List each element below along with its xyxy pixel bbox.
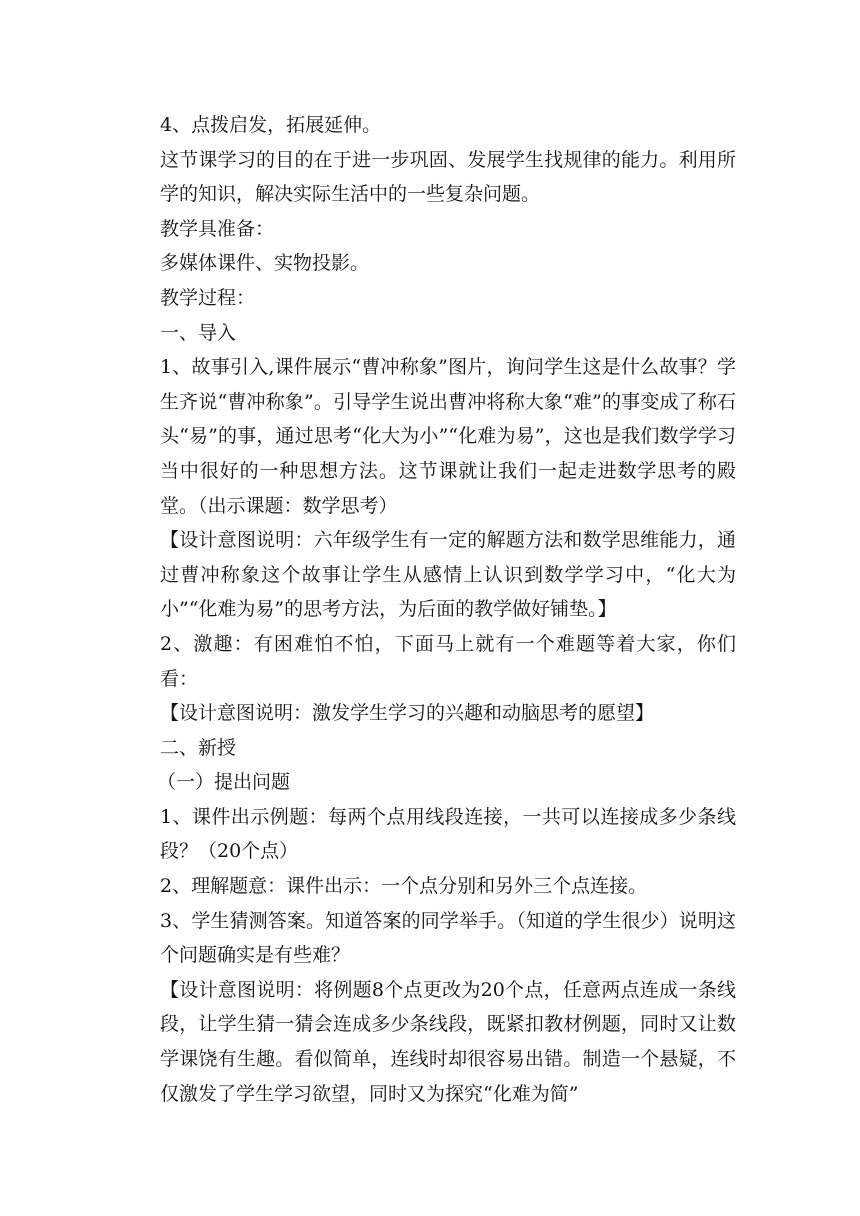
paragraph-purpose: 这节课学习的目的在于进一步巩固、发展学生找规律的能力。利用所学的知识，解决实际生活中的一些复杂问题。 xyxy=(160,148,736,206)
paragraph-design-note-2: 【设计意图说明：激发学生学习的兴趣和动脑思考的愿望】 xyxy=(160,702,655,725)
paragraph-story: 1、故事引入,课件展示“曹冲称象”图片，询问学生这是什么故事？学生齐说“曹冲称象”。引导学生说出曹冲将称大象“难”的事变成了称石头“易”的事，通过思考“化大为小”“化难为易”，这也是我们数学学习当中很好的一种思想方法。这节课就让我们一起走进数学思考的殿堂。（出示课题：数学思考） xyxy=(160,356,736,517)
section-heading-new: 二、新授 xyxy=(160,736,237,759)
section-heading-intro: 一、导入 xyxy=(160,321,237,344)
paragraph-motivation: 2、激趣：有困难怕不怕，下面马上就有一个难题等着大家，你们看： xyxy=(160,632,736,690)
paragraph-materials-heading: 教学具准备： xyxy=(160,217,275,240)
document-body xyxy=(157,108,736,1111)
paragraph-design-note-3: 【设计意图说明：将例题8个点更改为20个点，任意两点连成一条线段，让学生猜一猜会连成多少条线段，既紧扣教材例题，同时又让数学课饶有生趣。看似简单，连线时却很容易出错。制造一个悬疑，不仅激发了学生学习欲望，同时又为探究“化难为简” xyxy=(160,978,736,1105)
subsection-heading-question: （一）提出问题 xyxy=(157,771,291,794)
paragraph-guess: 3、学生猜测答案。知道答案的同学举手。（知道的学生很少）说明这个问题确实是有些难？ xyxy=(160,909,736,967)
paragraph-process-heading: 教学过程： xyxy=(160,286,256,309)
paragraph-design-note-1: 【设计意图说明：六年级学生有一定的解题方法和数学思维能力，通过曹冲称象这个故事让学生从感情上认识到数学学习中，“化大为小”“化难为易”的思考方法，为后面的教学做好铺垫。】 xyxy=(160,529,736,621)
paragraph-understand: 2、理解题意：课件出示：一个点分别和另外三个点连接。 xyxy=(160,875,648,898)
paragraph-materials: 多媒体课件、实物投影。 xyxy=(160,252,370,275)
paragraph-example: 1、课件出示例题：每两个点用线段连接，一共可以连接成多少条线段？（20个点） xyxy=(160,805,736,863)
paragraph-heading-4: 4、点拨启发，拓展延伸。 xyxy=(160,114,382,136)
